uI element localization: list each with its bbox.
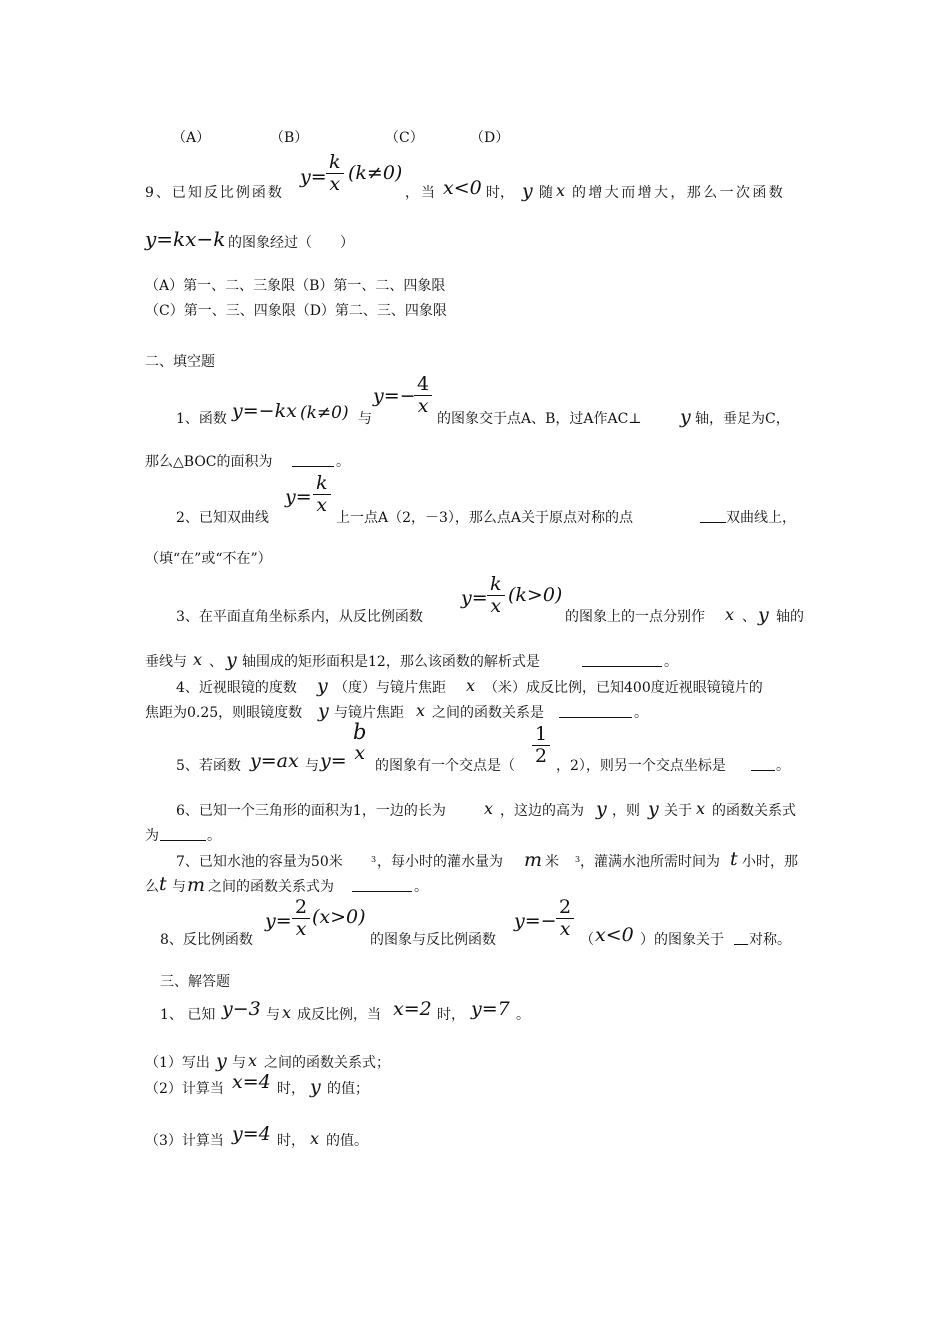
s2q1-answer-blank[interactable] bbox=[292, 452, 334, 467]
s2q7-p5: 小时，那 bbox=[742, 854, 798, 870]
s2q4-var-x-2: x bbox=[416, 701, 426, 720]
s2q2-frac-num: k bbox=[316, 472, 328, 494]
s2q3-var-y: y bbox=[758, 604, 769, 626]
s2q3-p2: 的图象上的一点分别作 bbox=[565, 609, 705, 625]
s2q8-p5: 对称。 bbox=[749, 932, 791, 948]
s2q2-f-y: y= bbox=[285, 486, 312, 508]
s2q8-p2: 的图象与反比例函数 bbox=[370, 932, 496, 948]
s3q1-var-x: x bbox=[282, 1003, 292, 1022]
s2q1-fraction bbox=[414, 374, 432, 417]
s2q3-f-cond: (k>0) bbox=[508, 584, 563, 606]
s3q1-p1: 1、 已知 bbox=[160, 1007, 216, 1023]
s3s3-f: y=4 bbox=[232, 1123, 271, 1145]
s2q5-f-y: y= bbox=[320, 750, 347, 772]
s2q3-p6: 、 bbox=[209, 654, 223, 670]
s2q6-p3: ，则 bbox=[612, 803, 640, 819]
s2q7-sup-2: 3 bbox=[575, 855, 581, 864]
s2q3-frac-den: x bbox=[490, 595, 502, 617]
option-b-label: （B） bbox=[270, 130, 309, 146]
s3q1-p3: 成反比例，当 bbox=[297, 1007, 381, 1023]
s2q6-answer-blank[interactable] bbox=[160, 826, 206, 841]
s2q3-p5: 垂线与 bbox=[145, 654, 187, 670]
s2q8-frac2-num: 2 bbox=[559, 896, 572, 918]
option-a-label: （A） bbox=[172, 130, 211, 146]
s2q1-p2: 与 bbox=[358, 411, 372, 427]
s2q5-half-den: 2 bbox=[535, 745, 548, 767]
q9-frac-den: x bbox=[329, 173, 341, 195]
s3s2-var-y: y bbox=[310, 1076, 321, 1098]
option-c-label: （C） bbox=[385, 130, 424, 146]
s2q3-f-y: y= bbox=[461, 587, 488, 609]
s2q1-p4: 轴，垂足为C， bbox=[695, 411, 790, 427]
s2q6-p7: 。 bbox=[207, 828, 221, 844]
s2q5-f1: y=ax bbox=[250, 750, 299, 772]
s2q4-p6: 之间的函数关系是 bbox=[432, 705, 544, 721]
s2q3-p8: 。 bbox=[664, 654, 678, 670]
s2q3-p1: 3、在平面直角坐标系内，从反比例函数 bbox=[176, 609, 423, 625]
section3-title: 三、解答题 bbox=[160, 974, 230, 990]
s2q3-fraction bbox=[487, 574, 505, 617]
s2q7-answer-blank[interactable] bbox=[352, 877, 412, 892]
s2q5-half-fraction bbox=[532, 724, 550, 767]
s2q7-p7: 与 bbox=[172, 879, 186, 895]
s2q6-p6: 为 bbox=[145, 828, 159, 844]
s2q1-p5: 那么△BOC的面积为 bbox=[145, 454, 273, 470]
s2q8-p3: （ bbox=[580, 932, 594, 948]
q9-linear: y=kx−k bbox=[145, 227, 226, 251]
s2q1-p1: 1、函数 bbox=[176, 411, 227, 427]
q9-text-1: 时， bbox=[486, 185, 514, 201]
s2q8-frac1-num: 2 bbox=[295, 896, 308, 918]
q9-formula-y: y= bbox=[300, 166, 327, 188]
q9-frac-num: k bbox=[329, 151, 341, 173]
s3q1-f1: y−3 bbox=[222, 998, 261, 1020]
s2q8-fraction-2 bbox=[556, 897, 574, 940]
q9-text-comma: ，当 bbox=[405, 185, 437, 201]
s2q6-p5: 的函数关系式 bbox=[712, 803, 796, 819]
s2q1-f2-y: y=− bbox=[373, 385, 416, 407]
q9-options-line2: （C）第一、三、四象限（D）第二、三、四象限 bbox=[145, 303, 447, 319]
s2q1-f1: y=−kx bbox=[232, 400, 297, 422]
s2q7-p2: ，每小时的灌水量为 bbox=[377, 854, 503, 870]
s2q7-p3: 米 bbox=[545, 854, 559, 870]
s3s1-var-y: y bbox=[216, 1050, 227, 1072]
s3s3-var-x: x bbox=[310, 1129, 320, 1148]
s2q1-frac-num: 4 bbox=[417, 373, 430, 395]
s2q3-var-x: x bbox=[725, 605, 735, 624]
s2q2-frac-den: x bbox=[316, 494, 328, 516]
q9-var-y: y bbox=[522, 180, 533, 202]
s2q5-p4: ，2），则另一个交点坐标是 bbox=[556, 758, 726, 774]
s2q4-p2: （度）与镜片焦距 bbox=[334, 680, 446, 696]
s2q1-frac-den: x bbox=[417, 395, 429, 417]
s2q8-frac1-den: x bbox=[295, 918, 307, 940]
s2q2-p2: 上一点A（2，－3），那么点A关于原点对称的点 bbox=[336, 510, 634, 526]
s2q6-p1: 6、已知一个三角形的面积为1，一边的长为 bbox=[176, 803, 446, 819]
s2q7-p1: 7、已知水池的容量为50米 bbox=[176, 854, 343, 870]
section2-title: 二、填空题 bbox=[145, 354, 215, 370]
s2q3-answer-blank[interactable] bbox=[582, 652, 662, 667]
s2q6-p2: ，这边的高为 bbox=[500, 803, 584, 819]
s2q6-var-x: x bbox=[484, 799, 494, 818]
s3q1-p2: 与 bbox=[266, 1007, 280, 1023]
s2q2-p4: （填“在”或“不在”） bbox=[145, 551, 272, 567]
s3q1-p4: 时， bbox=[437, 1007, 465, 1023]
q9-prefix: 9、已知反比例函数 bbox=[145, 185, 284, 201]
s2q4-var-y-2: y bbox=[318, 700, 329, 722]
s2q1-p6: 。 bbox=[336, 454, 350, 470]
s2q7-p6: 么 bbox=[145, 879, 159, 895]
s2q1-var-y: y bbox=[680, 406, 691, 428]
q9-text-2: 随 bbox=[539, 185, 553, 201]
s3q1-f3: y=7 bbox=[471, 998, 510, 1020]
s2q8-f-cond: (x>0) bbox=[312, 906, 366, 928]
s2q2-p1: 2、已知双曲线 bbox=[176, 510, 269, 526]
s2q5-frac-den: x bbox=[354, 742, 366, 764]
s3s2-p1: （2）计算当 bbox=[145, 1081, 224, 1097]
s2q7-var-t-2: t bbox=[159, 873, 167, 895]
s2q7-p4: ，灌满水池所需时间为 bbox=[580, 854, 720, 870]
s2q8-frac2-den: x bbox=[559, 918, 571, 940]
s2q4-p3: （米）成反比例，已知400度近视眼镜镜片的 bbox=[484, 680, 763, 696]
s3s1-p1: （1）写出 bbox=[145, 1055, 210, 1071]
s2q4-answer-blank[interactable] bbox=[559, 703, 632, 718]
option-d-label: （D） bbox=[470, 130, 510, 146]
q9-cond-x: x<0 bbox=[443, 177, 482, 199]
s2q1-f1-cond: (k≠0) bbox=[300, 403, 349, 423]
s2q6-var-y: y bbox=[596, 798, 607, 820]
s3s3-p3: 的值。 bbox=[326, 1133, 368, 1149]
s2q7-var-m-2: m bbox=[187, 874, 206, 896]
s2q2-p3: 双曲线上， bbox=[726, 510, 796, 526]
s2q2-fraction bbox=[313, 473, 331, 516]
s3s2-p3: 的值； bbox=[327, 1081, 369, 1097]
q9-formula-cond: (k≠0) bbox=[348, 162, 403, 184]
s2q4-p4: 焦距为0.25，则眼镜度数 bbox=[145, 705, 303, 721]
s2q6-var-y-2: y bbox=[648, 798, 659, 820]
s2q8-fraction-1 bbox=[292, 897, 310, 940]
s2q5-frac-num: b bbox=[353, 720, 367, 744]
s2q5-p2: 与 bbox=[305, 758, 319, 774]
s2q4-var-y: y bbox=[317, 675, 328, 697]
s3s2-p2: 时， bbox=[277, 1081, 305, 1097]
q9-var-x: x bbox=[556, 181, 566, 200]
s3s1-var-x: x bbox=[248, 1051, 258, 1070]
s2q5-p5: 。 bbox=[776, 758, 790, 774]
s2q8-p1: 8、反比例函数 bbox=[160, 932, 253, 948]
s2q8-g-y: y=− bbox=[514, 910, 557, 932]
s2q5-fraction bbox=[350, 722, 369, 764]
s2q3-frac-num: k bbox=[490, 573, 502, 595]
s3s3-p2: 时， bbox=[277, 1133, 305, 1149]
s2q3-p4: 轴的 bbox=[776, 609, 804, 625]
s3s1-p3: 之间的函数关系式； bbox=[264, 1055, 390, 1071]
s3s2-f: x=4 bbox=[232, 1071, 271, 1093]
s2q3-var-x-2: x bbox=[193, 650, 203, 669]
s2q6-p4: 关于 bbox=[664, 803, 692, 819]
q9-text-4: 的图象经过（ ） bbox=[228, 235, 354, 251]
s2q7-sup: 3 bbox=[371, 855, 377, 864]
s2q1-p3: 的图象交于点A、B，过A作AC⊥ bbox=[437, 411, 642, 427]
s2q6-var-x-2: x bbox=[696, 799, 706, 818]
s3s3-p1: （3）计算当 bbox=[145, 1133, 224, 1149]
s2q5-half-num: 1 bbox=[535, 723, 548, 745]
s3q1-p5: 。 bbox=[516, 1007, 530, 1023]
s2q3-p3: 、 bbox=[742, 609, 756, 625]
s2q8-p4: ）的图象关于 bbox=[640, 932, 724, 948]
s2q4-var-x: x bbox=[466, 676, 476, 695]
s2q3-p7: 轴围成的矩形面积是12，那么该函数的解析式是 bbox=[242, 654, 540, 670]
s2q8-g-cond: x<0 bbox=[595, 924, 634, 946]
s2q5-p1: 5、若函数 bbox=[176, 758, 241, 774]
s2q2-answer-blank[interactable] bbox=[700, 508, 726, 523]
s2q7-p9: 。 bbox=[414, 879, 428, 895]
s2q4-p1: 4、近视眼镜的度数 bbox=[176, 680, 297, 696]
s2q8-answer-blank[interactable] bbox=[734, 930, 748, 945]
s2q7-var-t: t bbox=[730, 848, 738, 870]
q9-text-3: 的增大而增大，那么一次函数 bbox=[572, 185, 786, 201]
q9-options-line1: （A）第一、二、三象限（B）第一、二、四象限 bbox=[145, 278, 446, 294]
s2q5-p3: 的图象有一个交点是（ bbox=[375, 758, 515, 774]
q9-fraction bbox=[326, 152, 344, 195]
s2q8-f-y: y= bbox=[265, 910, 292, 932]
s2q7-var-m: m bbox=[524, 849, 543, 871]
s2q4-p5: 与镜片焦距 bbox=[334, 705, 404, 721]
s2q5-answer-blank[interactable] bbox=[751, 756, 775, 771]
s2q4-p7: 。 bbox=[634, 705, 648, 721]
s3q1-f2: x=2 bbox=[393, 998, 432, 1020]
s2q7-p8: 之间的函数关系式为 bbox=[208, 879, 334, 895]
s2q3-var-y-2: y bbox=[226, 649, 237, 671]
s3s1-p2: 与 bbox=[232, 1055, 246, 1071]
